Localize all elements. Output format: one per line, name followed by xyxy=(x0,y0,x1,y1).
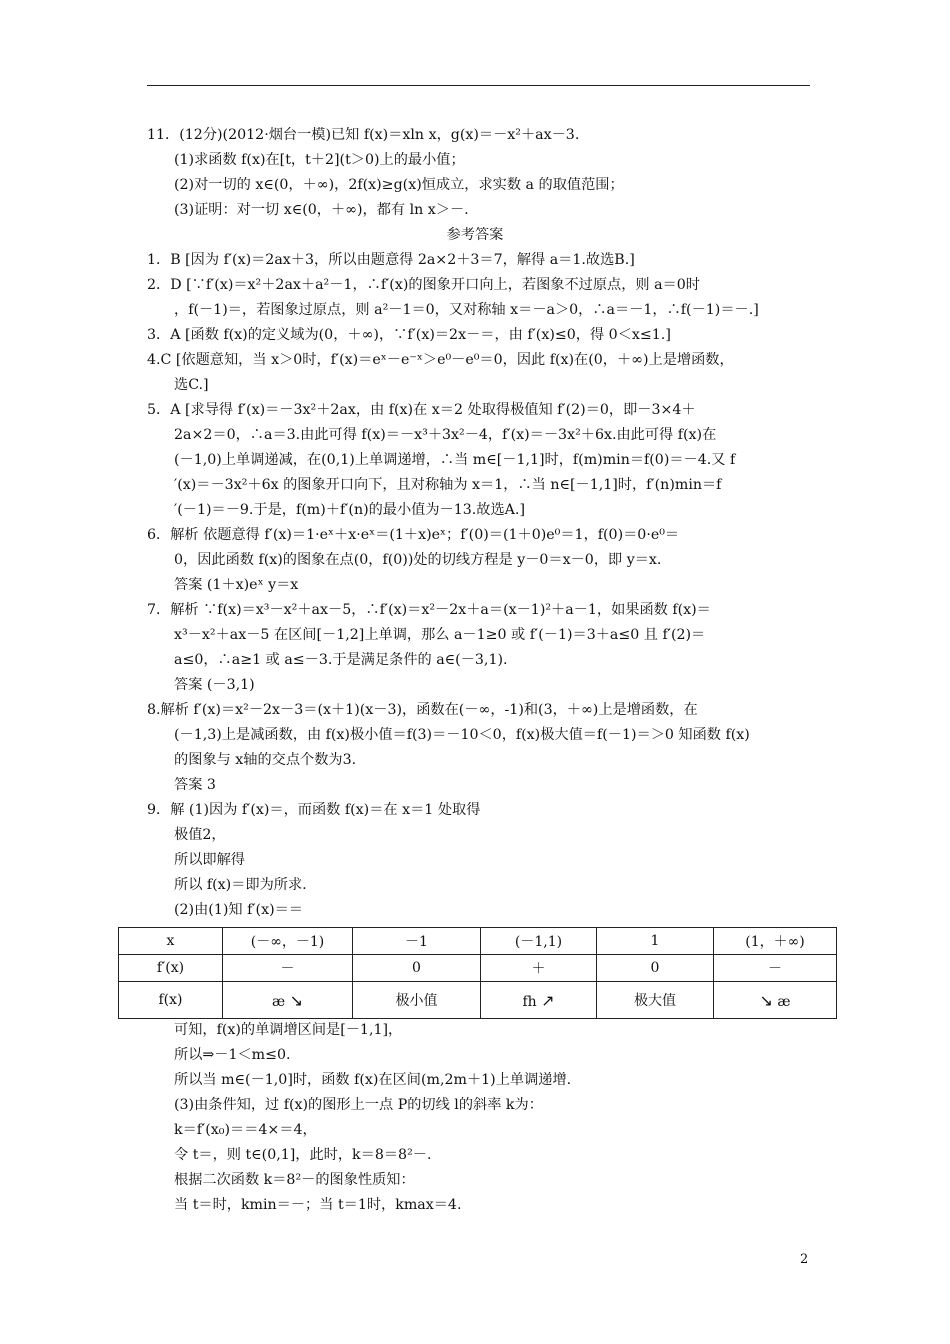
table-cell: (－∞，－1) xyxy=(223,928,353,955)
text-line: 当 t＝时，kmin＝－；当 t＝1时，kmax＝4. xyxy=(174,1197,462,1213)
text-line: 8.解析 f′(x)＝x²－2x－3＝(x＋1)(x－3)，函数在(－∞，-1)和(3，＋∞)上是增函数，在 xyxy=(147,702,698,718)
arrow-down-icon: ↘ xyxy=(759,990,773,1010)
text-line: 可知，f(x)的单调增区间是[－1,1]， xyxy=(174,1022,403,1038)
text-line: 答案 (－3,1) xyxy=(174,677,255,693)
table-cell: (－1,1) xyxy=(481,928,597,955)
variation-table xyxy=(118,927,837,1019)
table-cell xyxy=(481,982,597,1019)
table-cell: f(x) xyxy=(119,982,223,1019)
text-line: 1．B [因为 f′(x)＝2ax＋3，所以由题意得 2a×2＋3＝7，解得 a＝1.故选B.] xyxy=(147,252,635,268)
text-line: 答案 3 xyxy=(174,777,216,793)
table-cell: 极小值 xyxy=(353,982,481,1019)
text-line: 极值2， xyxy=(174,827,226,843)
text-line: 6．解析 依题意得 f′(x)＝1·eˣ＋x·eˣ＝(1＋x)eˣ；f′(0)＝(1＋0)e⁰＝1，f(0)＝0·e⁰＝ xyxy=(147,527,680,543)
text-line: (1)求函数 f(x)在[t，t＋2](t＞0)上的最小值； xyxy=(174,152,465,168)
text-line: 令 t＝，则 t∈(0,1]，此时，k＝8＝8²－. xyxy=(174,1147,432,1163)
table-symbol: æ xyxy=(777,993,791,1010)
text-line: x³－x²＋ax－5 在区间[－1,2]上单调，那么 a－1≥0 或 f′(－1)＝3＋a≤0 且 f′(2)＝ xyxy=(174,627,706,643)
text-line: 4.C [依题意知，当 x＞0时，f′(x)＝eˣ－e⁻ˣ＞e⁰－e⁰＝0，因此 f(x)在(0，＋∞)上是增函数， xyxy=(147,352,734,368)
arrow-up-icon: ↗ xyxy=(541,990,555,1010)
text-line: 根据二次函数 k＝8²－的图象性质知： xyxy=(174,1172,415,1188)
table-cell: ＋ xyxy=(481,955,597,982)
text-line: (－1,0)上单调递减，在(0,1)上单调递增，∴当 m∈[－1,1]时，f(m)min＝f(0)＝－4.又 f xyxy=(174,452,736,468)
text-line: 7．解析 ∵f(x)＝x³－x²＋ax－5，∴f′(x)＝x²－2x＋a＝(x－1)²＋a－1，如果函数 f(x)＝ xyxy=(147,602,711,618)
text-line: a≤0，∴a≥1 或 a≤－3.于是满足条件的 a∈(－3,1). xyxy=(174,652,508,668)
table-cell: x xyxy=(119,928,223,955)
text-line: (2)对一切的 x∈(0，＋∞)，2f(x)≥g(x)恒成立，求实数 a 的取值范围； xyxy=(174,177,624,193)
text-line: (3)证明：对一切 x∈(0，＋∞)，都有 ln x＞－. xyxy=(174,202,469,218)
text-line: 所以⇒－1＜m≤0. xyxy=(174,1047,291,1063)
table-symbol: fh xyxy=(522,993,537,1010)
header-rule xyxy=(147,85,810,86)
table-cell: (1，＋∞) xyxy=(714,928,837,955)
table-row xyxy=(119,955,837,982)
text-line: (3)由条件知，过 f(x)的图形上一点 P的切线 l的斜率 k为： xyxy=(174,1097,543,1113)
table-cell: 极大值 xyxy=(597,982,714,1019)
text-line: 11．(12分)(2012·烟台一模)已知 f(x)＝xln x，g(x)＝－x²＋ax－3. xyxy=(147,127,580,143)
table-cell xyxy=(714,982,837,1019)
text-line: ，f(－1)＝，若图象过原点，则 a²－1＝0，又对称轴 x＝－a＞0，∴a＝－1，∴f(－1)＝－.] xyxy=(174,302,759,318)
table-cell: － xyxy=(714,955,837,982)
text-line: 答案 (1＋x)eˣ y＝x xyxy=(174,577,299,593)
text-line: 的图象与 x轴的交点个数为3. xyxy=(174,752,357,768)
table-cell: 1 xyxy=(597,928,714,955)
text-line: ′(x)＝－3x²＋6x 的图象开口向下，且对称轴为 x＝1，∴当 n∈[－1,1]时，f′(n)min＝f xyxy=(174,477,722,493)
text-line: 所以当 m∈(－1,0]时，函数 f(x)在区间(m,2m＋1)上单调递增. xyxy=(174,1072,572,1088)
table-cell: 0 xyxy=(597,955,714,982)
text-line: 3．A [函数 f(x)的定义域为(0，＋∞)，∵f′(x)＝2x－＝，由 f′(x)≤0，得 0＜x≤1.] xyxy=(147,327,671,343)
text-line: 9．解 (1)因为 f′(x)＝，而函数 f(x)＝在 x＝1 处取得 xyxy=(147,802,481,818)
table-symbol: æ xyxy=(271,993,286,1010)
text-line: ′(－1)＝－9.于是，f(m)＋f′(n)的最小值为－13.故选A.] xyxy=(174,502,525,518)
text-line: 选C.] xyxy=(174,377,209,393)
table-cell: － xyxy=(223,955,353,982)
text-line: 0，因此函数 f(x)的图象在点(0，f(0))处的切线方程是 y－0＝x－0，即 y＝x. xyxy=(174,552,662,568)
text-line: 所以 f(x)＝即为所求. xyxy=(174,877,307,893)
section-title: 参考答案 xyxy=(446,227,504,243)
table-cell: －1 xyxy=(353,928,481,955)
arrow-down-icon: ↘ xyxy=(289,990,304,1010)
text-line: 2a×2＝0，∴a＝3.由此可得 f(x)＝－x³＋3x²－4，f′(x)＝－3x²＋6x.由此可得 f(x)在 xyxy=(174,427,717,443)
table-row xyxy=(119,928,837,955)
text-line: 所以即解得 xyxy=(174,852,245,868)
table-cell: f′(x) xyxy=(119,955,223,982)
text-line: (－1,3)上是减函数，由 f(x)极小值＝f(3)＝－10＜0，f(x)极大值＝f(－1)＝＞0 知函数 f(x) xyxy=(174,727,750,743)
table-row xyxy=(119,982,837,1019)
page-number: 2 xyxy=(800,1252,809,1267)
table-cell: 0 xyxy=(353,955,481,982)
text-line: k＝f′(x₀)＝＝4×＝4， xyxy=(174,1122,317,1138)
text-line: (2)由(1)知 f′(x)＝＝ xyxy=(174,902,303,918)
text-line: 2．D [∵f′(x)＝x²＋2ax＋a²－1，∴f′(x)的图象开口向上，若图象不过原点，则 a＝0时 xyxy=(147,277,700,293)
text-line: 5．A [求导得 f′(x)＝－3x²＋2ax，由 f(x)在 x＝2 处取得极值知 f′(2)＝0，即－3×4＋ xyxy=(147,402,696,418)
table-cell xyxy=(223,982,353,1019)
